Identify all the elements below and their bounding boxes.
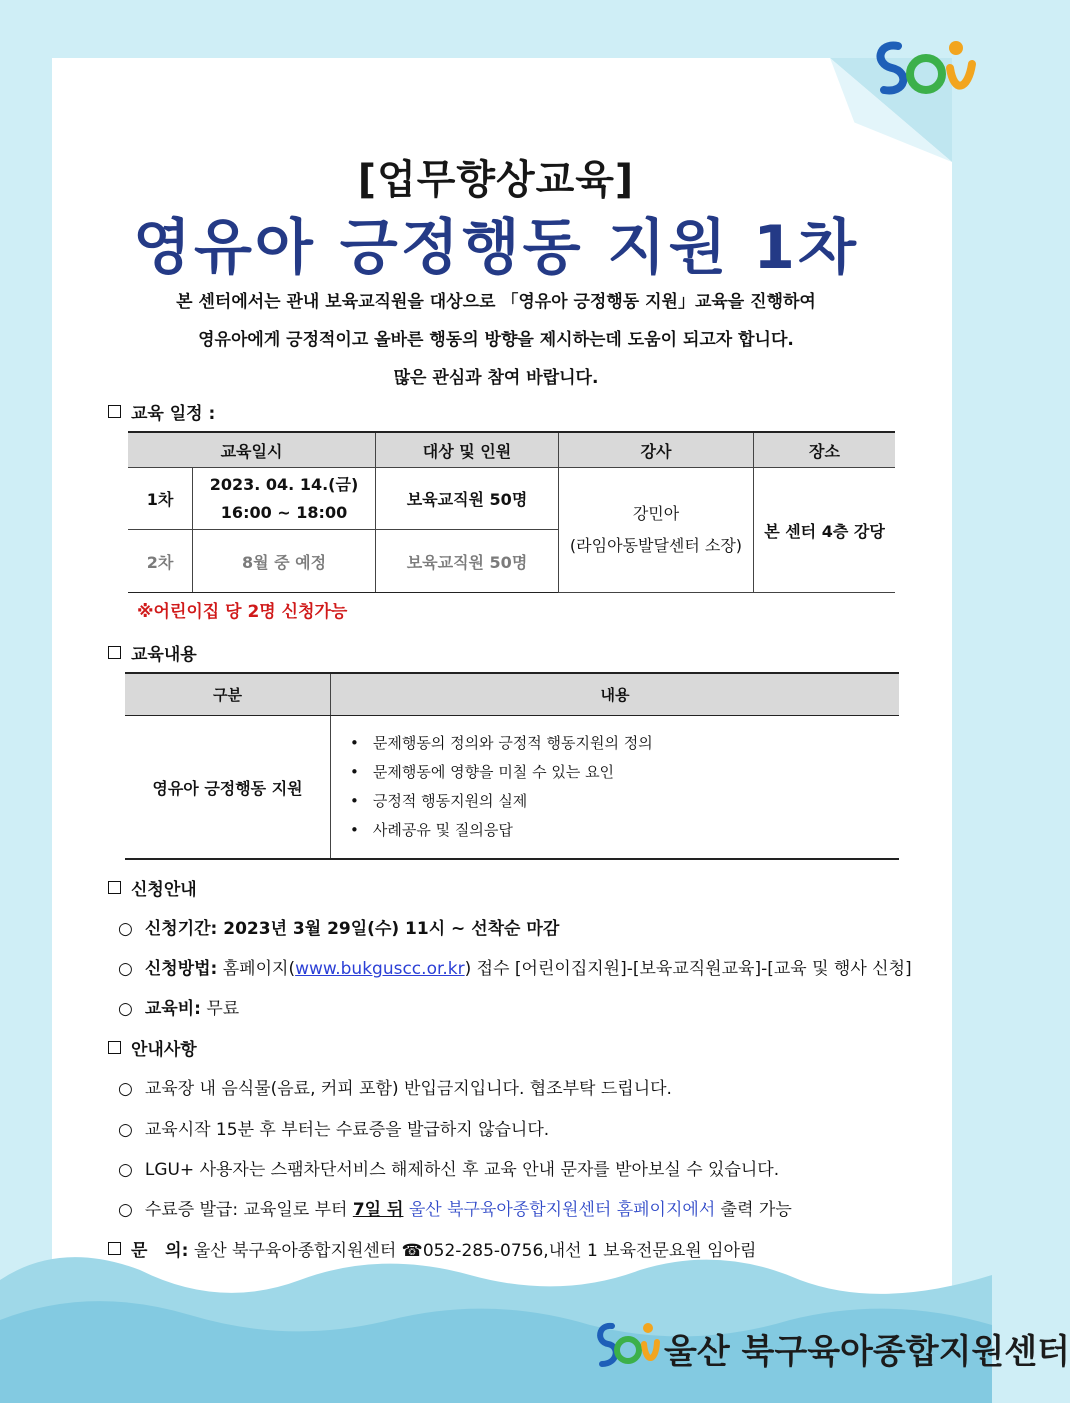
notice-text: 교육시작 15분 후 부터는 수료증을 발급하지 않습니다. xyxy=(144,1120,550,1140)
col-content: 내용 xyxy=(331,673,900,716)
footer-org-name: 울산 북구육아종합지원센터 xyxy=(664,1332,1070,1372)
place: 본 센터 4층 강당 xyxy=(754,468,896,593)
notice-item-4 xyxy=(118,1195,792,1220)
cert-days: 7일 뒤 xyxy=(352,1200,404,1220)
wave-decoration xyxy=(0,1240,992,1403)
content-heading: 교육내용 xyxy=(131,645,197,665)
circle-bullet-icon: ○ xyxy=(118,1160,133,1180)
apply-method xyxy=(118,954,912,979)
homepage-link[interactable]: www.bukguscc.or.kr xyxy=(295,959,465,979)
section-schedule xyxy=(108,399,215,424)
section-content xyxy=(108,640,197,665)
notice-text: LGU+ 사용자는 스팸차단서비스 해제하신 후 교육 안내 문자를 받아보실 수 있습니다. xyxy=(144,1160,780,1180)
intro-line-2: 영유아에게 긍정적이고 올바른 행동의 방향을 제시하는데 도움이 되고자 합니다. xyxy=(198,330,794,350)
contact-label: 문 의: xyxy=(131,1241,189,1261)
round-1: 1차 xyxy=(128,468,193,529)
contact-value: 울산 북구육아종합지원센터 ☎052-285-0756,내선 1 보육전문요원 임아림 xyxy=(193,1241,757,1261)
square-bullet-icon xyxy=(108,1041,121,1054)
page-subtitle: [업무향상교육] xyxy=(357,157,635,203)
apply-fee-label: 교육비: xyxy=(144,999,201,1019)
col-place: 장소 xyxy=(754,432,896,468)
col-date: 교육일시 xyxy=(128,432,376,468)
round-1-date: 2023. 04. 14.(금) xyxy=(209,474,359,494)
apply-heading: 신청안내 xyxy=(131,880,197,900)
intro-line-1: 본 센터에서는 관내 보육교직원을 대상으로 「영유아 긍정행동 지원」교육을 진행하여 xyxy=(176,292,816,312)
apply-fee xyxy=(118,994,239,1019)
contact xyxy=(108,1236,756,1261)
section-apply xyxy=(108,875,197,900)
schedule-table xyxy=(128,431,895,593)
circle-bullet-icon: ○ xyxy=(118,919,133,939)
round-2-target: 보육교직원 50명 xyxy=(376,530,559,593)
schedule-heading: 교육 일정 : xyxy=(131,404,216,424)
round-1-time: 16:00 ~ 18:00 xyxy=(220,502,348,522)
apply-period-label: 신청기간: xyxy=(144,919,218,939)
apply-period xyxy=(118,914,559,939)
notice-item-1 xyxy=(118,1074,672,1099)
round-1-target: 보육교직원 50명 xyxy=(376,468,559,530)
page-title: 영유아 긍정행동 지원 1차 xyxy=(132,213,859,283)
col-lecturer: 강사 xyxy=(559,432,754,468)
square-bullet-icon xyxy=(108,1242,121,1255)
lecturer-name: 강민아 xyxy=(632,504,680,523)
logo-icon xyxy=(868,34,980,102)
apply-method-post: ) 접수 [어린이집지원]-[보육교직원교육]-[교육 및 행사 신청] xyxy=(464,959,912,979)
section-notice xyxy=(108,1035,197,1060)
table-row xyxy=(128,468,895,530)
cert-place: 울산 북구육아종합지원센터 홈페이지에서 xyxy=(408,1200,716,1220)
circle-bullet-icon: ○ xyxy=(118,999,133,1019)
col-target: 대상 및 인원 xyxy=(376,432,559,468)
apply-period-value: 2023년 3월 29일(수) 11시 ~ 선착순 마감 xyxy=(223,919,560,939)
round-2: 2차 xyxy=(128,530,193,592)
apply-method-pre: 홈페이지( xyxy=(222,959,296,979)
intro-line-3: 많은 관심과 참여 바랍니다. xyxy=(393,368,599,388)
apply-fee-value: 무료 xyxy=(206,999,240,1019)
content-table xyxy=(125,672,899,860)
notice-text: 교육장 내 음식물(음료, 커피 포함) 반입금지입니다. 협조부탁 드립니다. xyxy=(144,1079,672,1099)
cert-text: 수료증 발급: 교육일로 부터 xyxy=(144,1200,348,1220)
col-category: 구분 xyxy=(125,673,331,716)
circle-bullet-icon: ○ xyxy=(118,959,133,979)
circle-bullet-icon: ○ xyxy=(118,1120,133,1140)
square-bullet-icon xyxy=(108,646,121,659)
list-item: • 문제행동에 영향을 미칠 수 있는 요인 xyxy=(350,758,898,787)
circle-bullet-icon: ○ xyxy=(118,1200,133,1220)
list-item: • 사례공유 및 질의응답 xyxy=(350,816,898,845)
content-category: 영유아 긍정행동 지원 xyxy=(125,716,331,860)
content-list xyxy=(332,717,898,857)
apply-limit-note: ※어린이집 당 2명 신청가능 xyxy=(137,602,348,622)
logo-icon xyxy=(594,1318,658,1374)
notice-item-3 xyxy=(118,1155,779,1180)
square-bullet-icon xyxy=(108,881,121,894)
list-item: • 긍정적 행동지원의 실제 xyxy=(350,787,898,816)
notice-heading: 안내사항 xyxy=(131,1040,197,1060)
cert-post: 출력 가능 xyxy=(720,1200,792,1220)
circle-bullet-icon: ○ xyxy=(118,1079,133,1099)
round-2-date: 8월 중 예정 xyxy=(241,552,327,572)
apply-method-label: 신청방법: xyxy=(144,959,218,979)
list-item: • 문제행동의 정의와 긍정적 행동지원의 정의 xyxy=(350,729,898,758)
square-bullet-icon xyxy=(108,405,121,418)
notice-item-2 xyxy=(118,1115,549,1140)
lecturer-org: (라임아동발달센터 소장) xyxy=(569,536,743,555)
